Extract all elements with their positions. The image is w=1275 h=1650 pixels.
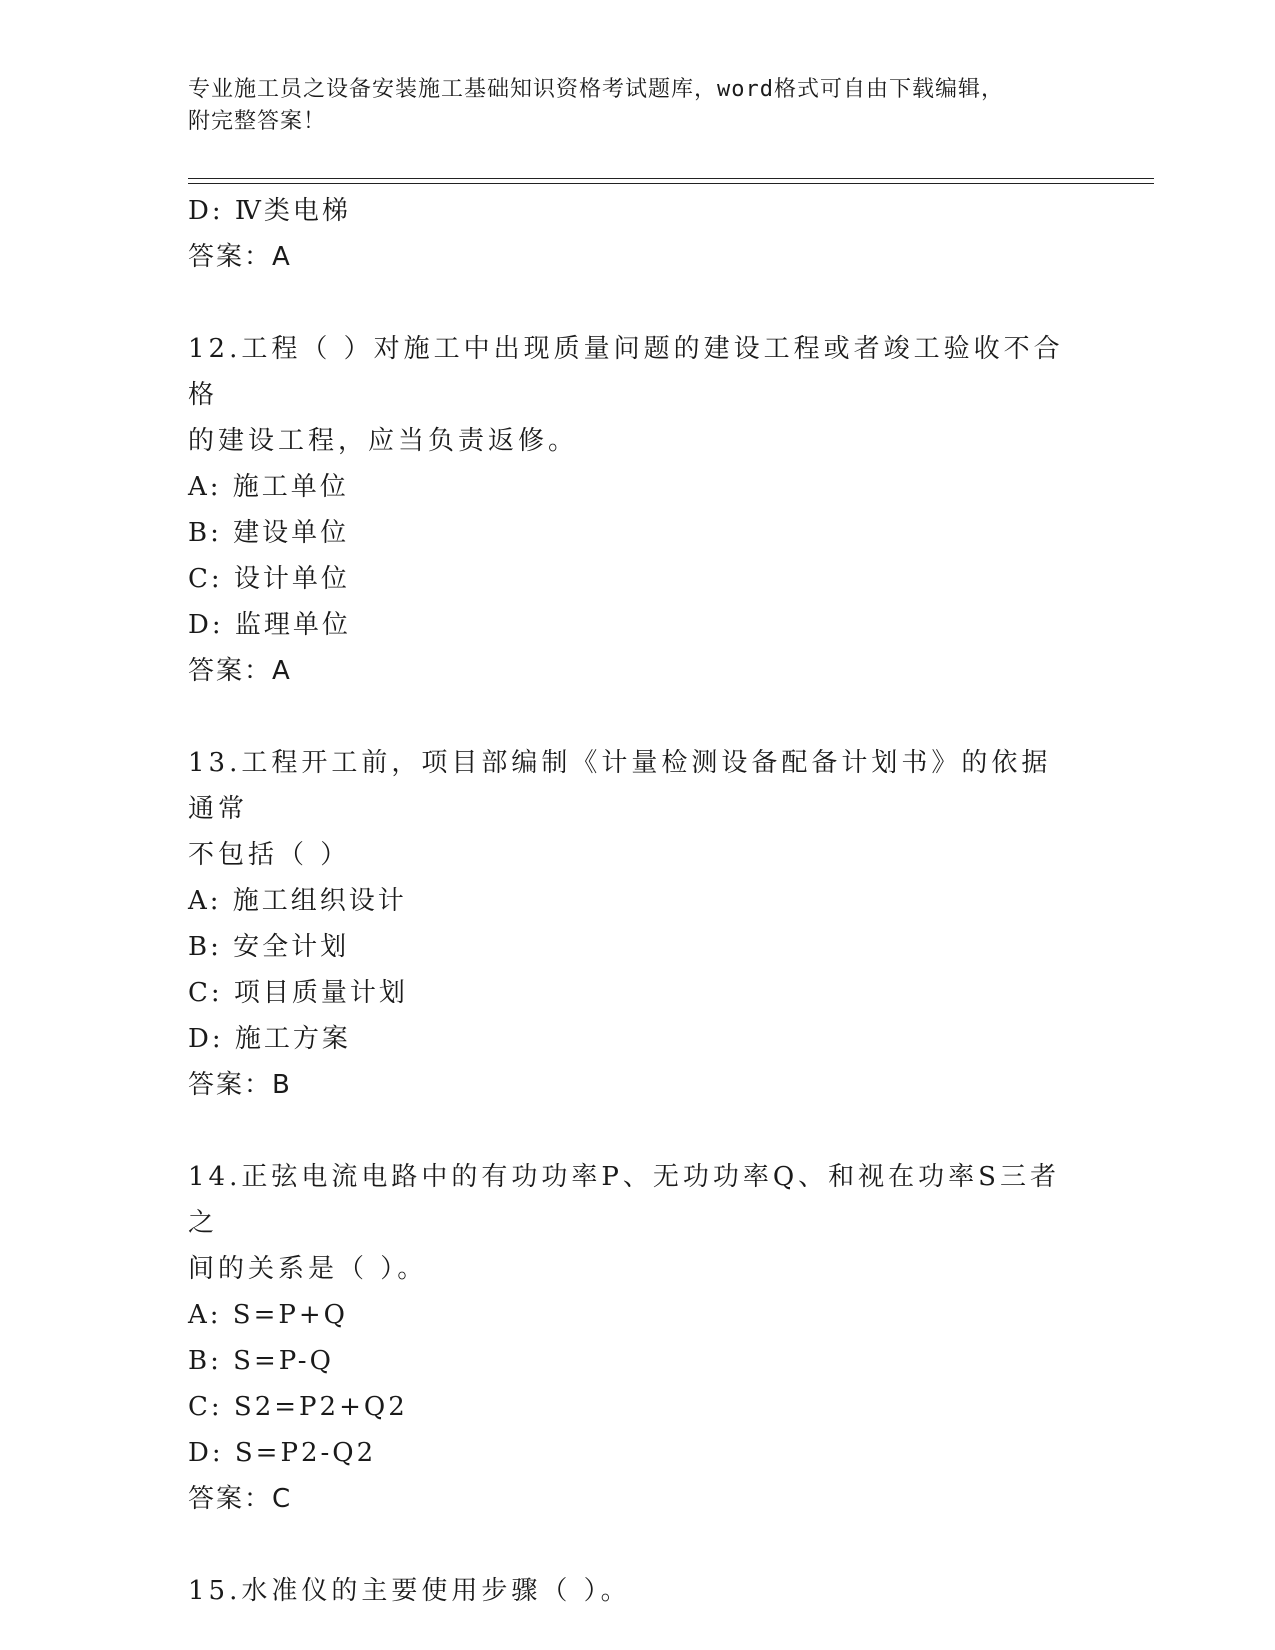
option-b: B: 安全计划: [188, 932, 350, 962]
option-c: C: S2=P2+Q2: [188, 1392, 408, 1422]
question-15: [188, 1568, 1088, 1614]
question-stem-line-1: 12.工程（ ）对施工中出现质量问题的建设工程或者竣工验收不合格: [188, 334, 1064, 410]
question-12: [188, 326, 1088, 694]
prev-answer: 答案：A: [188, 242, 292, 272]
answer: 答案：C: [188, 1484, 293, 1514]
answer: 答案：A: [188, 656, 292, 686]
question-gap: [188, 694, 1088, 740]
question-13: [188, 740, 1088, 1108]
prev-option-d: D: Ⅳ类电梯: [188, 196, 351, 226]
option-a: A: 施工组织设计: [188, 886, 407, 916]
option-d: D: S=P2-Q2: [188, 1438, 377, 1468]
option-b: B: 建设单位: [188, 518, 350, 548]
question-content: [188, 188, 1088, 1614]
header-title-line-1: 专业施工员之设备安装施工基础知识资格考试题库，word格式可自由下载编辑，: [188, 77, 1004, 102]
question-14: [188, 1154, 1088, 1522]
option-c: C: 设计单位: [188, 564, 350, 594]
option-c: C: 项目质量计划: [188, 978, 408, 1008]
question-stem-line-2: 不包括（ ）: [188, 840, 351, 870]
question-stem-line-1: 15.水准仪的主要使用步骤（ ）。: [188, 1576, 631, 1606]
header-title-line-2: 附完整答案！: [188, 109, 327, 134]
question-stem: [188, 1154, 1068, 1292]
question-gap: [188, 1108, 1088, 1154]
option-b: B: S=P-Q: [188, 1346, 334, 1376]
question-gap: [188, 1522, 1088, 1568]
answer: 答案：B: [188, 1070, 292, 1100]
question-stem-line-1: 14.正弦电流电路中的有功功率P、无功功率Q、和视在功率S三者之: [188, 1162, 1060, 1238]
question-stem-line-2: 间的关系是（ ）。: [188, 1254, 428, 1284]
option-a: A: S=P+Q: [188, 1300, 348, 1330]
option-a: A: 施工单位: [188, 472, 349, 502]
question-stem-line-2: 的建设工程，应当负责返修。: [188, 426, 579, 456]
header-divider-bottom: [188, 183, 1154, 184]
option-d: D: 施工方案: [188, 1024, 351, 1054]
page-header: [188, 74, 1088, 138]
question-stem: [188, 740, 1068, 878]
header-divider-top: [188, 178, 1154, 179]
question-stem-line-1: 13.工程开工前，项目部编制《计量检测设备配备计划书》的依据通常: [188, 748, 1052, 824]
option-d: D: 监理单位: [188, 610, 351, 640]
question-stem: [188, 326, 1068, 464]
question-gap: [188, 280, 1088, 326]
question-stem: [188, 1568, 1068, 1614]
